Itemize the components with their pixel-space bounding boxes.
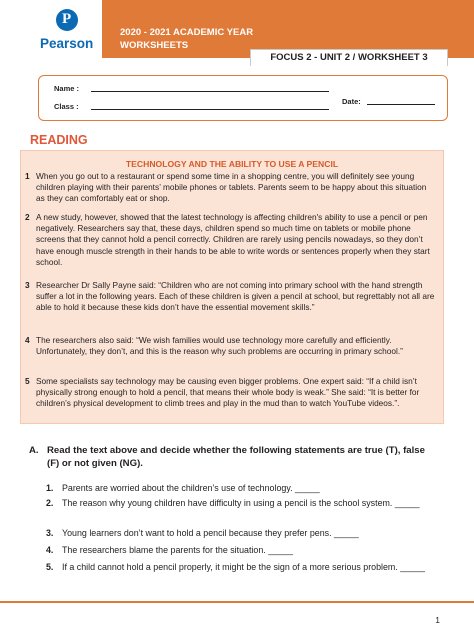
task-text: Read the text above and decide whether the following statements are true (T), false (F) or not given (NG). bbox=[47, 445, 425, 469]
question-text: If a child cannot hold a pencil properly, it might be the sign of a more serious problem. _____ bbox=[62, 562, 425, 572]
question-text: Parents are worried about the children’s use of technology. _____ bbox=[62, 483, 320, 493]
pearson-wordmark: Pearson bbox=[40, 36, 94, 51]
question-text: The reason why young children have difficulty in using a pencil is the school system. _____ bbox=[62, 498, 420, 508]
page-header bbox=[0, 0, 474, 68]
task-letter: A. bbox=[29, 445, 39, 456]
name-field[interactable] bbox=[91, 91, 329, 92]
question-text: The researchers blame the parents for the situation. _____ bbox=[62, 545, 293, 555]
paragraph-number: 2 bbox=[25, 212, 30, 222]
pearson-logo-icon: P bbox=[56, 9, 78, 31]
date-label: Date: bbox=[342, 97, 361, 106]
reading-passage bbox=[20, 150, 444, 424]
question-number: 2. bbox=[46, 498, 54, 508]
class-label: Class : bbox=[54, 102, 79, 111]
paragraph-number: 1 bbox=[25, 171, 30, 181]
footer-divider bbox=[0, 601, 474, 603]
paragraph-number: 3 bbox=[25, 280, 30, 290]
question-text: Young learners don’t want to hold a pencil because they prefer pens. _____ bbox=[62, 528, 359, 538]
paragraph-number: 5 bbox=[25, 376, 30, 386]
worksheets-label: WORKSHEETS bbox=[120, 40, 189, 51]
paragraph-text: The researchers also said: “We wish families would use technology more carefully and efficiently. Unfortunately, they don’t, and this is the reason why such problems are occurring in primary school.” bbox=[36, 335, 403, 357]
focus-unit-label: FOCUS 2 - UNIT 2 / WORKSHEET 3 bbox=[250, 49, 448, 66]
academic-year: 2020 - 2021 ACADEMIC YEAR bbox=[120, 27, 254, 38]
paragraph-text: Some specialists say technology may be causing even bigger problems. One expert said: “If a child isn’t physically strong enough to hold a pencil, that means their whole body is weak.” She said: “It is better for children’s physical development to climb trees and play in the mud than to watch YouTube videos.”. bbox=[36, 376, 420, 409]
name-label: Name : bbox=[54, 84, 80, 93]
section-title: READING bbox=[30, 133, 88, 147]
paragraph-text: A new study, however, showed that the latest technology is affecting children's ability to use a pencil or pen negatively. Researchers say that, these days, children spend so much time on tablets or mobile phone screens that they cannot hold a pencil correctly. Children are rarely using pencils nowadays, so they don’t have enough muscle strength in their hands to be able to write words or sentences properly when they start school. bbox=[36, 212, 430, 267]
pearson-logo bbox=[40, 9, 94, 61]
paragraph-text: Researcher Dr Sally Payne said: “Children who are not coming into primary school with the hand strength suffer a lot in the following years. Each of these children is given a pencil at school, but regrettably not all are able to hold it because these kids don’t have the essential movement skills.” bbox=[36, 280, 435, 313]
question-number: 5. bbox=[46, 562, 54, 572]
question-number: 3. bbox=[46, 528, 54, 538]
date-field[interactable] bbox=[367, 104, 435, 105]
student-info-box bbox=[38, 75, 448, 121]
passage-title: TECHNOLOGY AND THE ABILITY TO USE A PENCIL bbox=[125, 159, 339, 169]
question-number: 4. bbox=[46, 545, 54, 555]
paragraph-text: When you go out to a restaurant or spend some time in a shopping centre, you will definitely see young children playing with their parents’ mobile phones or tablets. Parents seem to be happy about this situation as they can comfortably eat or shop. bbox=[36, 171, 427, 204]
question-number: 1. bbox=[46, 483, 54, 493]
page-number: 1 bbox=[435, 615, 440, 625]
page-footer bbox=[0, 601, 474, 632]
class-field[interactable] bbox=[91, 109, 329, 110]
paragraph-number: 4 bbox=[25, 335, 30, 345]
